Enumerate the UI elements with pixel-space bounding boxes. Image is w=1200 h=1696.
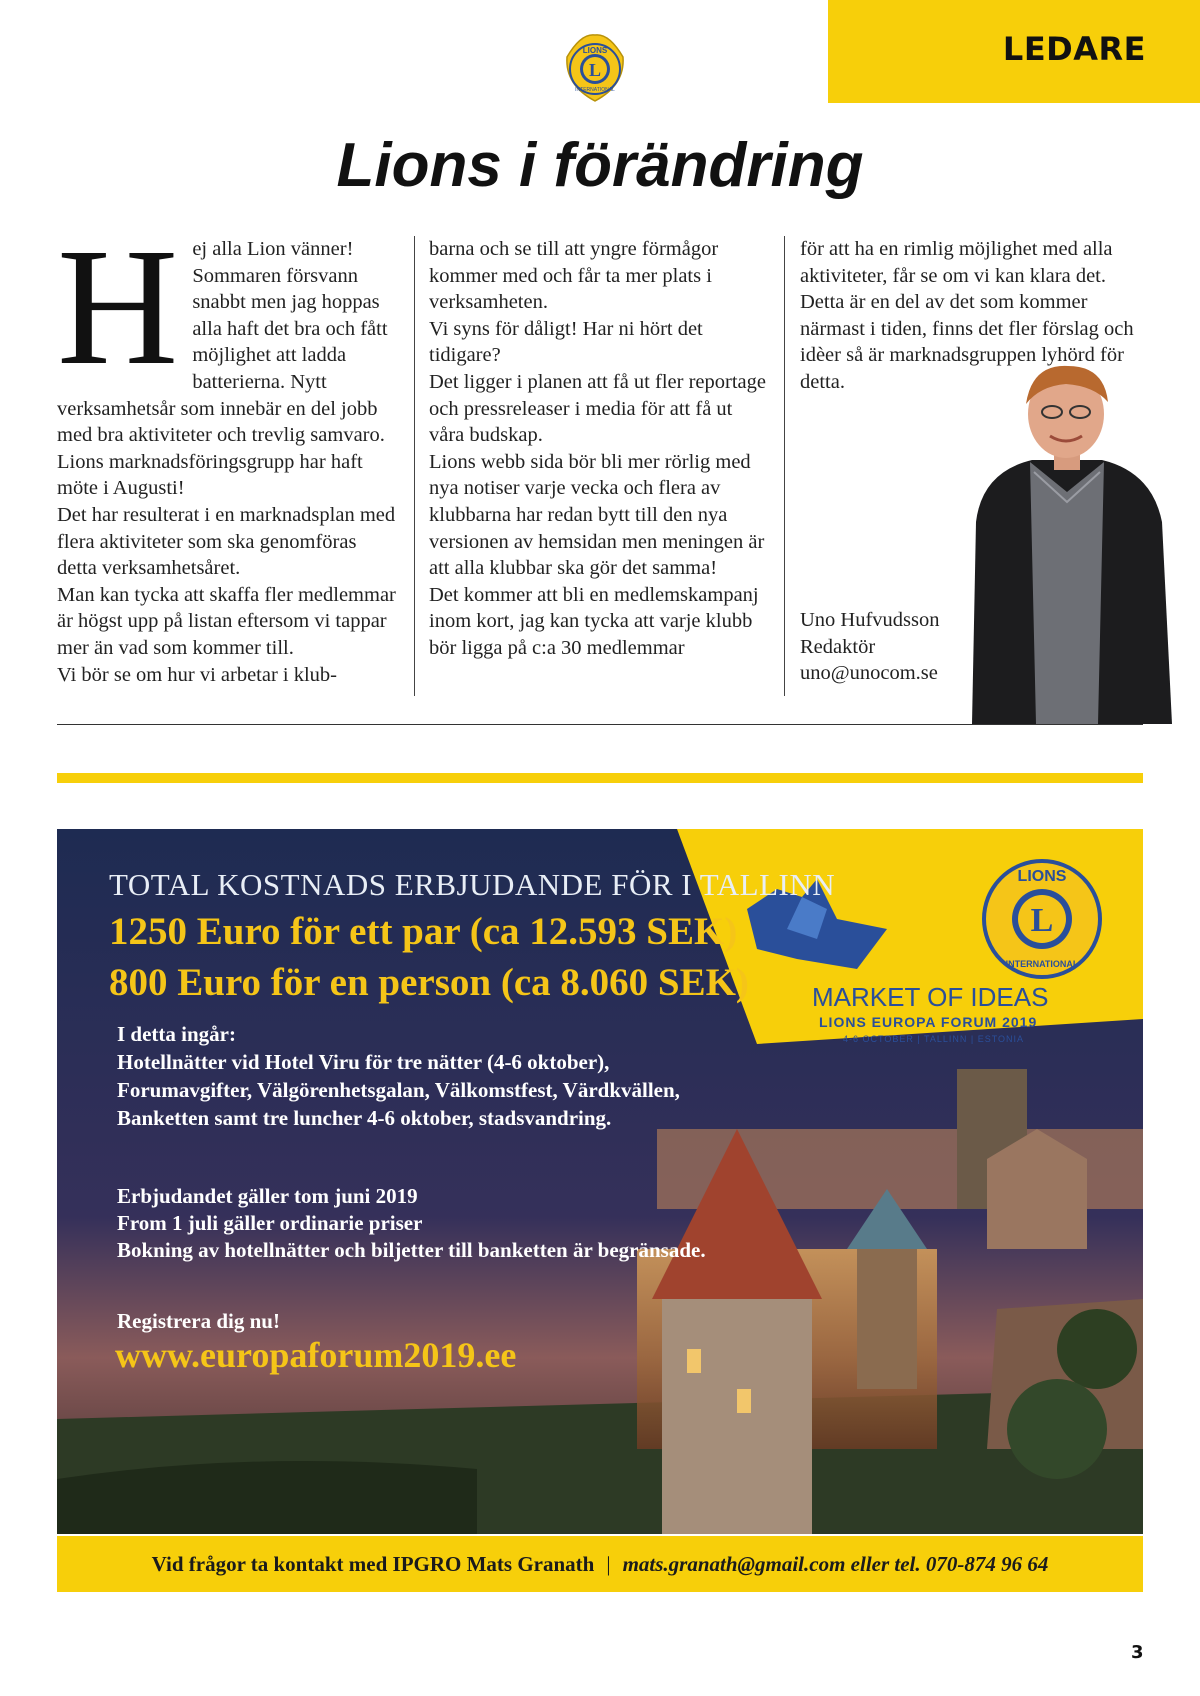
market-of-ideas-title: MARKET OF IDEAS bbox=[812, 982, 1049, 1012]
ad-includes-line: Banketten samt tre luncher 4-6 oktober, stadsvandring. bbox=[117, 1106, 612, 1130]
paragraph: Lions webb sida bör bli mer rörlig med nya notiser varje vecka och flera av klubbarna har redan bytt till den nya versionen av hemsidan men meningen är att alla klubbar ska gör det samma! bbox=[429, 450, 765, 580]
paragraph: Det ligger i planen att få ut fler reportage och pressreleaser i media för att få ut våra budskap. bbox=[429, 370, 766, 447]
paragraph: Vi bör se om hur vi arbetar i klub- bbox=[57, 663, 338, 686]
svg-text:INTERNATIONAL: INTERNATIONAL bbox=[575, 87, 615, 93]
ad-price-pair: 1250 Euro för ett par (ca 12.593 SEK) bbox=[109, 910, 738, 953]
svg-text:INTERNATIONAL: INTERNATIONAL bbox=[1005, 959, 1079, 969]
section-label: LEDARE bbox=[1002, 30, 1146, 68]
ad-includes-heading: I detta ingår: bbox=[117, 1022, 236, 1046]
ad-register-text: Registrera dig nu! bbox=[117, 1309, 280, 1333]
advertisement[interactable] bbox=[57, 829, 1143, 1534]
ad-contact-footer bbox=[57, 1536, 1143, 1592]
page-number: 3 bbox=[1131, 1642, 1144, 1663]
svg-text:L: L bbox=[1030, 902, 1054, 939]
paragraph: ej alla Lion vänner! Sommaren försvann snabbt men jag hoppas alla haft det bra och fått möjlighet att ladda batterierna. Nytt verksamhetsår som innebär en del jobb med bra aktiviteter och trevlig samvaro. bbox=[57, 238, 388, 447]
author-email[interactable]: uno@unocom.se bbox=[800, 662, 938, 685]
column-divider bbox=[784, 236, 785, 696]
yellow-divider-bar bbox=[57, 773, 1143, 783]
ad-url-link[interactable]: www.europaforum2019.ee bbox=[115, 1335, 517, 1375]
article-column-1 bbox=[57, 214, 397, 688]
ad-price-single: 800 Euro för en person (ca 8.060 SEK) bbox=[109, 961, 749, 1004]
ad-includes-line: Hotellnätter vid Hotel Viru för tre nätter (4-6 oktober), bbox=[117, 1050, 610, 1074]
footer-separator: | bbox=[606, 1551, 611, 1576]
lions-international-logo-icon bbox=[984, 861, 1100, 977]
drop-cap: H bbox=[57, 214, 179, 400]
ad-terms-line: Erbjudandet gäller tom juni 2019 bbox=[117, 1184, 418, 1208]
svg-text:LIONS: LIONS bbox=[1017, 868, 1067, 885]
paragraph: Lions marknadsföringsgrupp har haft möte i Augusti! bbox=[57, 450, 363, 500]
lions-club-logo-icon bbox=[563, 31, 627, 105]
footer-contact-details[interactable]: mats.granath@gmail.com eller tel. 070-874 96 64 bbox=[622, 1551, 1049, 1576]
column-divider bbox=[414, 236, 415, 696]
market-of-ideas-subtitle: LIONS EUROPA FORUM 2019 bbox=[819, 1014, 1038, 1030]
ad-terms-line: Bokning av hotellnätter och biljetter till banketten är begränsade. bbox=[117, 1238, 706, 1262]
svg-text:LIONS: LIONS bbox=[582, 46, 608, 55]
author-role: Redaktör bbox=[800, 635, 876, 658]
signature bbox=[800, 607, 940, 687]
footer-contact-name: Vid frågor ta kontakt med IPGRO Mats Granath bbox=[151, 1551, 595, 1576]
paragraph: Man kan tycka att skaffa fler medlemmar är högst upp på listan eftersom vi tappar mer än vad som kommer till. bbox=[57, 583, 396, 659]
ad-terms-line: From 1 juli gäller ordinarie priser bbox=[117, 1211, 423, 1235]
author-photo bbox=[962, 352, 1172, 724]
market-of-ideas-dates: 4-6 OCTOBER | TALLINN | ESTONIA bbox=[843, 1034, 1025, 1044]
paragraph: barna och se till att yngre förmågor kommer med och får ta mer plats i verksamheten. bbox=[429, 238, 719, 314]
ad-includes-line: Forumavgifter, Välgörenhetsgalan, Välkomstfest, Värdkvällen, bbox=[117, 1078, 680, 1102]
svg-text:L: L bbox=[588, 60, 602, 80]
paragraph: för att ha en rimlig möjlighet med alla aktiviteter, får se om vi kan klara det. Detta är en del av det som kommer närmast i tiden, finns det fler förslag och idèer så är marknadsgruppen lyhörd för detta. bbox=[800, 238, 1134, 393]
article-title: Lions i förändring bbox=[336, 131, 864, 200]
divider-line bbox=[57, 724, 1143, 725]
author-name: Uno Hufvudsson bbox=[800, 609, 940, 631]
paragraph: Det kommer att bli en medlemskampanj inom kort, jag kan tycka att varje klubb bör ligga på c:a 30 medlemmar bbox=[429, 583, 759, 659]
ad-headline: TOTAL KOSTNADS ERBJUDANDE FÖR I TALLINN bbox=[109, 867, 836, 902]
paragraph: Vi syns för dåligt! Har ni hört det tidigare? bbox=[429, 317, 703, 367]
paragraph: Det har resulterat i en marknadsplan med flera aktiviteter som ska genomföras detta verksamhetsåret. bbox=[57, 503, 396, 580]
section-tab bbox=[828, 0, 1200, 103]
article-column-2 bbox=[429, 236, 771, 662]
